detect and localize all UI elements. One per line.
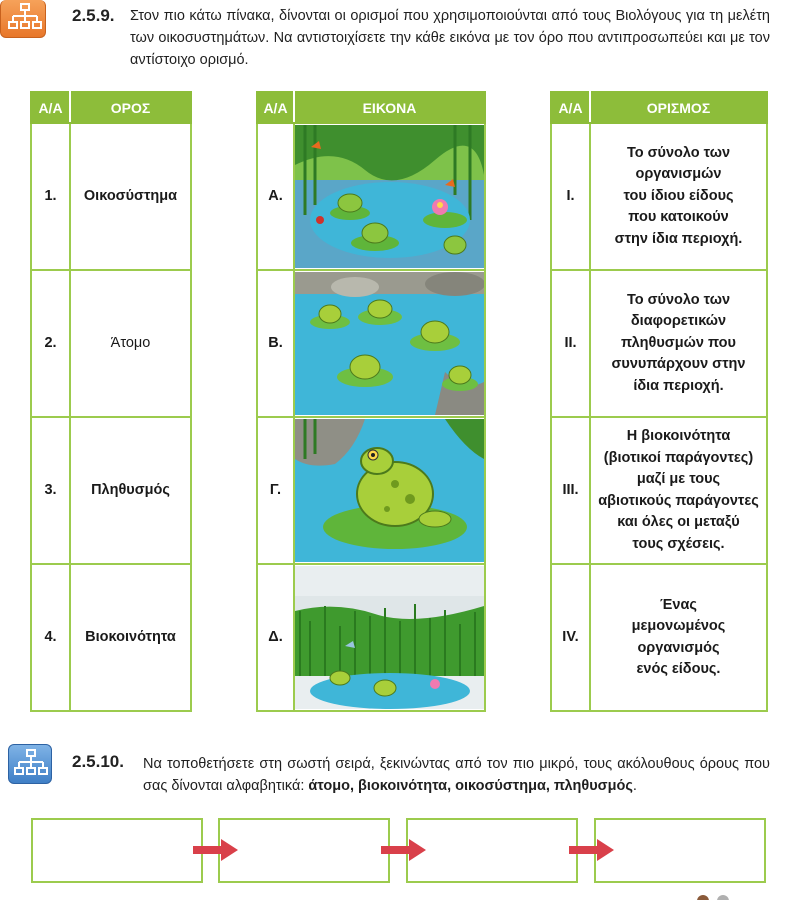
arrow-right-icon bbox=[193, 838, 239, 862]
terms-table bbox=[30, 91, 192, 712]
row-roman: Ι. bbox=[551, 123, 590, 270]
definition-line: ενός είδους. bbox=[636, 661, 721, 677]
definition-line: μαζί με τους bbox=[636, 471, 721, 487]
term-cell: Βιοκοινότητα bbox=[70, 564, 191, 711]
arrow-right-icon bbox=[569, 838, 615, 862]
table-row bbox=[551, 564, 767, 711]
definition-cell bbox=[590, 417, 767, 564]
image-cell bbox=[294, 417, 485, 564]
row-number: 3. bbox=[31, 417, 70, 564]
wetland-reeds-image bbox=[295, 566, 484, 709]
exercise-icon bbox=[0, 0, 46, 38]
pond-frogs-lily-image bbox=[295, 125, 484, 268]
definition-line: οργανισμός bbox=[637, 639, 720, 656]
table-row bbox=[257, 123, 485, 270]
definition-line: Το σύνολο των bbox=[626, 144, 731, 161]
row-number: 2. bbox=[31, 270, 70, 417]
row-roman: ΙV. bbox=[551, 564, 590, 711]
exercise-instructions bbox=[143, 753, 770, 797]
instruction-end: . bbox=[632, 778, 637, 794]
frogs-on-lily-pads-image bbox=[295, 272, 484, 415]
definition-line: πληθυσμών που bbox=[621, 334, 736, 351]
column-header: ΕΙΚΟΝΑ bbox=[294, 92, 485, 123]
row-roman: ΙΙΙ. bbox=[551, 417, 590, 564]
row-number: 1. bbox=[31, 123, 70, 270]
definition-line: αβιοτικούς παράγοντες bbox=[598, 492, 759, 509]
term-cell: Πληθυσμός bbox=[70, 417, 191, 564]
column-header: Α/Α bbox=[551, 92, 590, 123]
column-header: ΟΡΟΣ bbox=[70, 92, 191, 123]
row-letter: Α. bbox=[257, 123, 294, 270]
definition-line: τους σχέσεις. bbox=[632, 535, 725, 552]
definitions-table bbox=[550, 91, 768, 712]
row-letter: Δ. bbox=[257, 564, 294, 711]
table-row bbox=[31, 123, 191, 270]
definition-line: μεμονωμένος bbox=[631, 618, 726, 634]
decorative-dots-icon bbox=[695, 893, 735, 900]
table-row bbox=[31, 270, 191, 417]
table-row bbox=[257, 270, 485, 417]
definition-line: Ένας bbox=[660, 596, 697, 613]
definition-cell bbox=[590, 270, 767, 417]
table-row bbox=[551, 123, 767, 270]
image-cell bbox=[294, 564, 485, 711]
definition-line: στην ίδια περιοχή. bbox=[614, 230, 743, 247]
arrow-right-icon bbox=[381, 838, 427, 862]
column-header: ΟΡΙΣΜΟΣ bbox=[590, 92, 767, 123]
image-cell bbox=[294, 270, 485, 417]
table-row bbox=[257, 417, 485, 564]
term-cell: Άτομο bbox=[70, 270, 191, 417]
answer-box-3[interactable] bbox=[406, 818, 578, 883]
answer-box-4[interactable] bbox=[594, 818, 766, 883]
table-row bbox=[551, 270, 767, 417]
row-letter: Β. bbox=[257, 270, 294, 417]
column-header: Α/Α bbox=[31, 92, 70, 123]
definition-line: του ίδιου είδους bbox=[623, 187, 734, 204]
column-header: Α/Α bbox=[257, 92, 294, 123]
instruction-text: Να τοποθετήσετε στη σωστή σειρά, ξεκινώντας από τον πιο μικρό, τους ακόλουθους όρους που σας δίνονται αλφαβητικά: bbox=[143, 756, 770, 794]
terms-list: άτομο, βιοκοινότητα, οικοσύστημα, πληθυσμός bbox=[308, 778, 633, 794]
definition-line: ίδια περιοχή. bbox=[633, 377, 724, 394]
table-row bbox=[31, 564, 191, 711]
definition-line: συνυπάρχουν στην bbox=[611, 356, 746, 373]
row-roman: ΙΙ. bbox=[551, 270, 590, 417]
definition-line: που κατοικούν bbox=[628, 209, 729, 226]
definition-line: διαφορετικών bbox=[630, 313, 727, 330]
definition-line: (βιοτικοί παράγοντες) bbox=[603, 449, 754, 466]
definition-line: και όλες οι μεταξύ bbox=[617, 514, 740, 530]
exercise-instructions: Στον πιο κάτω πίνακα, δίνονται οι ορισμοί που χρησιμοποιούνται από τους Βιολόγους για τη μελέτη των οικοσυστημάτων. Να αντιστοιχίσετε την κάθε εικόνα με τον όρο που αντιπροσωπεύει και με τον αντίστοιχο ορισμό. bbox=[130, 8, 770, 68]
row-number: 4. bbox=[31, 564, 70, 711]
definition-cell bbox=[590, 564, 767, 711]
exercise-number: 2.5.10. bbox=[72, 752, 124, 771]
definition-line: Η βιοκοινότητα bbox=[626, 428, 731, 444]
single-frog-image bbox=[295, 419, 484, 562]
images-table bbox=[256, 91, 486, 712]
table-row bbox=[31, 417, 191, 564]
table-row bbox=[257, 564, 485, 711]
definition-line: Το σύνολο των bbox=[626, 291, 731, 308]
definition-cell bbox=[590, 123, 767, 270]
definition-line: οργανισμών bbox=[635, 166, 722, 183]
exercise-icon bbox=[8, 744, 52, 784]
row-letter: Γ. bbox=[257, 417, 294, 564]
answer-box-2[interactable] bbox=[218, 818, 390, 883]
image-cell bbox=[294, 123, 485, 270]
table-row bbox=[551, 417, 767, 564]
answer-box-1[interactable] bbox=[31, 818, 203, 883]
term-cell: Οικοσύστημα bbox=[70, 123, 191, 270]
exercise-number: 2.5.9. bbox=[72, 6, 115, 25]
